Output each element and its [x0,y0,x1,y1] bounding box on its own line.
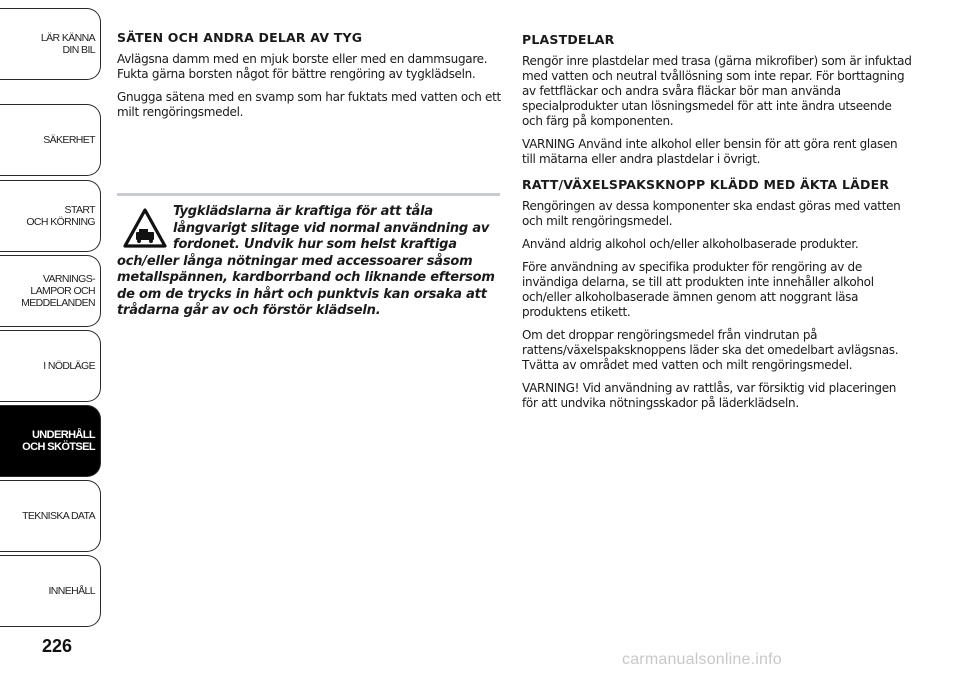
section-heading-leather: RATT/VÄXELSPAKSKNOPP KLÄDD MED ÄKTA LÄDER [522,177,890,192]
paragraph: Använd aldrig alkohol och/eller alkoholbaserade produkter. [522,237,859,251]
tab-start-och-korning[interactable]: START OCH KÖRNING [0,180,101,252]
paragraph: Gnugga sätena med en svamp som har fuktats med vatten och ett milt rengöringsmedel. [117,90,501,119]
watermark: carmanualsonline.info [622,651,782,668]
paragraph: Rengöringen av dessa komponenter ska endast göras med vatten och milt rengöringsmedel. [522,199,901,228]
paragraph: Avlägsna damm med en mjuk borste eller med en dammsugare. Fukta gärna borsten något för bättre rengöring av tygklädseln. [117,52,488,81]
tab-varningslampor[interactable]: VARNINGS- LAMPOR OCH MEDDELANDEN [0,255,101,327]
tab-underhall-och-skotsel[interactable]: UNDERHÅLL OCH SKÖTSEL [0,405,101,477]
page-number: 226 [42,636,73,656]
paragraph: Om det droppar rengöringsmedel från vindrutan på rattens/växelspaksknoppens läder ska det omedelbart avlägsnas. Tvätta av området med vatten och milt rengöringsmedel. [522,328,899,372]
paragraph: Rengör inre plastdelar med trasa (gärna mikrofiber) som är infuktad med vatten och neutral tvållösning som inte repar. För borttagning av fettfläckar och andra svåra fläckar bör man använda specialprodukter utan lösningsmedel för att inte ändra utseende och färg på komponenten. [522,54,912,128]
warning-divider [117,193,500,196]
tab-tekniska-data[interactable]: TEKNISKA DATA [0,480,101,552]
warning-text: Tygklädslarna är kraftiga för att tåla långvarigt slitage vid normal användning av fordonet. Undvik hur som helst kraftiga och/eller långa nötningar med accessoarer såsom metallspännen, kardborrband och liknande eftersom de om de trycks in hårt och punktvis kan orsaka att trådarna går av och förstör klädseln. [117,204,495,318]
paragraph: VARNING! Vid användning av rattlås, var försiktig vid placeringen för att undvika nötningsskador på läderklädseln. [522,381,897,410]
tab-i-nodlage[interactable]: I NÖDLÄGE [0,330,101,402]
tab-sakerhet[interactable]: SÄKERHET [0,104,101,176]
left-column [117,30,502,128]
paragraph: Före användning av specifika produkter för rengöring av de invändiga delarna, se till att produkten inte innehåller alkohol och/eller alkoholbaserade ämnen genom att noggrant läsa produktens etikett. [522,260,874,319]
section-heading-plastic: PLASTDELAR [522,32,615,47]
tab-lar-kanna-din-bil[interactable]: LÄR KÄNNA DIN BIL [0,8,101,80]
paragraph: VARNING Använd inte alkohol eller bensin för att göra rent glasen till mätarna eller andra plastdelar i övrigt. [522,137,898,166]
section-heading-fabric: SÄTEN OCH ANDRA DELAR AV TYG [117,30,363,45]
tab-innehall[interactable]: INNEHÅLL [0,555,101,627]
right-column [522,30,912,419]
